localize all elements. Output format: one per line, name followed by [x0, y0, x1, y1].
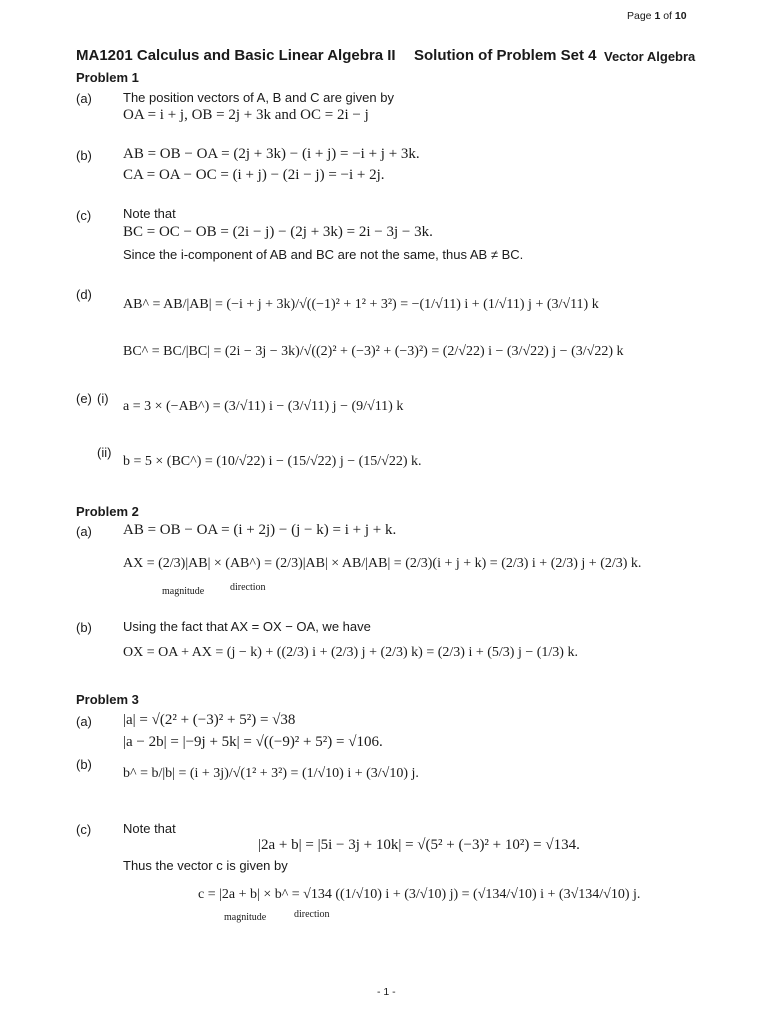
p3-label-a: (a) [76, 714, 92, 729]
p3c-text: Note that [123, 821, 176, 836]
course-title: MA1201 Calculus and Basic Linear Algebra II [76, 47, 396, 64]
p1b-equation-1: AB = OB − OA = (2j + 3k) − (i + j) = −i + j + 3k. [123, 146, 420, 162]
p1a-text: The position vectors of A, B and C are given by [123, 90, 394, 105]
page-footer: - 1 - [377, 986, 396, 998]
problem-1-heading: Problem 1 [76, 70, 139, 85]
p1d-equation-1: AB^ = AB/|AB| = (−i + j + 3k)/√((−1)² + 1² + 3²) = −(1/√11) i + (1/√11) j + (3/√11) k [123, 297, 599, 312]
p2a-direction-note: direction [230, 582, 266, 593]
p2a-magnitude-note: magnitude [162, 586, 205, 597]
p1e-equation-1: a = 3 × (−AB^) = (3/√11) i − (3/√11) j − (9/√11) k [123, 399, 404, 414]
p3-label-b: (b) [76, 757, 92, 772]
p1-label-d: (d) [76, 287, 92, 302]
p2-label-b: (b) [76, 620, 92, 635]
p2b-text: Using the fact that AX = OX − OA, we have [123, 619, 371, 634]
p1a-equation: OA = i + j, OB = 2j + 3k and OC = 2i − j [123, 107, 369, 123]
p1c-text: Note that [123, 206, 176, 221]
page-indicator: Page 1 of 10 [627, 10, 687, 22]
p2a-equation-2: AX = (2/3)|AB| × (AB^) = (2/3)|AB| × AB/|AB| = (2/3)(i + j + k) = (2/3) i + (2/3) j + (2/3) k. [123, 556, 642, 571]
p3c-direction-note: direction [294, 909, 330, 920]
problem-set-title: Solution of Problem Set 4 [414, 47, 597, 64]
p1c-conclusion: Since the i-component of AB and BC are not the same, thus AB ≠ BC. [123, 247, 524, 262]
p3c-equation-1: |2a + b| = |5i − 3j + 10k| = √(5² + (−3)² + 10²) = √134. [258, 837, 580, 853]
p1b-equation-2: CA = OA − OC = (i + j) − (2i − j) = −i + 2j. [123, 167, 385, 183]
p3c-equation-2: c = |2a + b| × b^ = √134 ((1/√10) i + (3/√10) j) = (√134/√10) i + (3√134/√10) j. [198, 887, 641, 902]
p1-label-b: (b) [76, 148, 92, 163]
p2-label-a: (a) [76, 524, 92, 539]
p1-label-e-i: (i) [97, 391, 109, 406]
p3a-equation-1: |a| = √(2² + (−3)² + 5²) = √38 [123, 712, 296, 728]
p1-label-e-ii: (ii) [97, 445, 112, 460]
p1-label-c: (c) [76, 208, 92, 223]
p1d-equation-2: BC^ = BC/|BC| = (2i − 3j − 3k)/√((2)² + (−3)² + (−3)²) = (2/√22) i − (3/√22) j − (3/√22) k [123, 344, 624, 359]
topic-title: Vector Algebra [604, 49, 696, 64]
p3a-equation-2: |a − 2b| = |−9j + 5k| = √((−9)² + 5²) = √106. [123, 734, 383, 750]
p1-label-e: (e) [76, 391, 92, 406]
p3c-magnitude-note: magnitude [224, 912, 267, 923]
problem-3-heading: Problem 3 [76, 692, 139, 707]
p1-label-a: (a) [76, 91, 92, 106]
p3b-equation: b^ = b/|b| = (i + 3j)/√(1² + 3²) = (1/√10) i + (3/√10) j. [123, 766, 419, 781]
problem-2-heading: Problem 2 [76, 504, 139, 519]
p3-label-c: (c) [76, 822, 92, 837]
p2b-equation: OX = OA + AX = (j − k) + ((2/3) i + (2/3) j + (2/3) k) = (2/3) i + (5/3) j − (1/3) k. [123, 645, 578, 660]
p1c-equation: BC = OC − OB = (2i − j) − (2j + 3k) = 2i − 3j − 3k. [123, 224, 433, 240]
p1e-equation-2: b = 5 × (BC^) = (10/√22) i − (15/√22) j − (15/√22) k. [123, 454, 422, 469]
p2a-equation-1: AB = OB − OA = (i + 2j) − (j − k) = i + j + k. [123, 522, 397, 538]
p3c-text-2: Thus the vector c is given by [123, 858, 288, 873]
